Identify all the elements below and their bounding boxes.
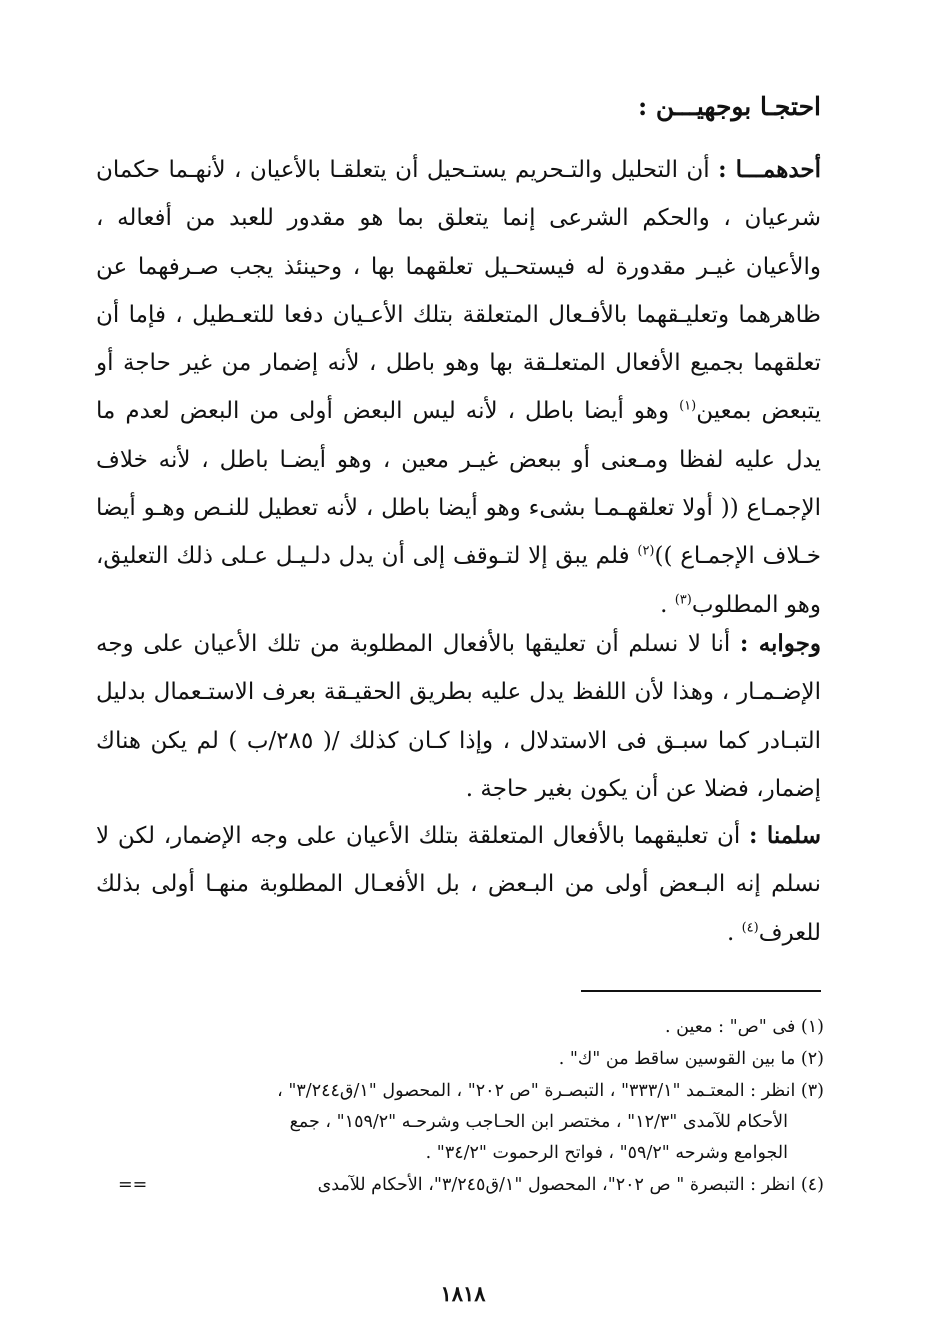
paragraph-end: . xyxy=(660,591,668,618)
paragraph-body: أنا لا نسلم أن تعليقها بالأفعال المطلوبة من تلك الأعيان على وجه الإضـمـار ، وهذا لأن اللفظ يدل عليه بطريق الحقيـقة بعرف الاستـعمال بدليل التبـادر كما سبـق فى الاستدلال ، وإذا كـان كذلك /( ٢٨٥/ب ) لم يكن هناك إضمار، فضلا عن أن يكون بغير حاجة . xyxy=(96,631,821,802)
paragraph-lead: وجوابه : xyxy=(739,630,822,657)
paragraph-concession xyxy=(96,812,821,957)
paragraph-body: فلم يبق إلا لتـوقف إلى أن يدل دلـيـل عـلى ذلك التعليق، وهو المطلوب xyxy=(96,543,821,618)
footnote-marker-3: (٣) xyxy=(674,592,692,608)
footnote-marker-2: (٢) xyxy=(637,543,655,559)
footnote-2: (٢) ما بين القوسين ساقط من "ك" . xyxy=(558,1049,824,1069)
footnote-marker-4: (٤) xyxy=(741,919,759,935)
footnotes xyxy=(118,1012,824,1202)
footnote-divider xyxy=(581,990,821,992)
paragraph-end: . xyxy=(726,919,735,946)
footnote-3-line-1: (٣) انظر : المعتـمد "٣٣٣/١" ، التبصـرة "ص ٢٠٢" ، المحصول "١/ق٣/٢٤٤" ، xyxy=(277,1081,824,1101)
paragraph-lead: أحدهمـــا : xyxy=(718,156,821,183)
page-number: ١٨١٨ xyxy=(440,1281,486,1306)
footnote-4 xyxy=(118,1170,824,1201)
continuation-mark: == xyxy=(118,1175,148,1195)
paragraph-answer xyxy=(96,620,821,813)
paragraph-text xyxy=(96,620,821,813)
paragraph-first-argument xyxy=(96,146,821,629)
paragraph-body: أن تعليقهما بالأفعال المتعلقة بتلك الأعيان على وجه الإضمار، لكن لا نسلم إنه البـعض أولى من البـعض ، بل الأفعـال المطلوبة منهـا أولى بذلك للعرف xyxy=(96,823,821,946)
section-heading: احتجـا بوجهيـــن : xyxy=(637,92,821,121)
paragraph-body: أن التحليل والتـحريم يستـحيل أن يتعلقـا بالأعيان ، لأنهـما حكمان شرعيان ، والحكم الشرعى إنما يتعلق بما هو مقدور للعبد من أفعاله ، والأعيان غيـر مقدورة له فيستحـيل تعلقهما بها ، وحينئذ يجب صـرفهما عن ظاهرهما وتعليـقهما بالأفـعال المتعلقة بتلك الأعـيان دفعا للتعـطيل ، فإما أن تعلقهما بجميع الأفعال المتعلـقة بها وهو باطل ، لأنه إضمار من غير حاجة أو يتبعض بمعين xyxy=(96,157,822,425)
paragraph-lead: سلمنا : xyxy=(748,822,821,849)
footnote-4-text: (٤) انظر : التبصرة " ص ٢٠٢"، المحصول "١/ق٣/٢٤٥"، الأحكام للآمدى xyxy=(317,1175,824,1195)
paragraph-text xyxy=(96,812,821,957)
footnote-1: (١) فى "ص" : معين . xyxy=(665,1017,824,1037)
footnote-marker-1: (١) xyxy=(679,398,697,414)
paragraph-text xyxy=(96,146,821,629)
footnote-3-line-3: الجوامع وشرحه "٥٩/٢" ، فواتح الرحموت "٣٤/٢" . xyxy=(425,1143,788,1163)
footnote-3-line-2: الأحكام للآمدى "١٢/٣" ، مختصر ابن الحـاجب وشرحـه "١٥٩/٢" ، جمع xyxy=(289,1112,788,1132)
footnote-3 xyxy=(118,1076,824,1169)
paragraph-body: وهو أيضا باطل ، لأنه ليس البعض أولى من البعض لعدم ما يدل عليه لفظا ومـعنى أو ببعض غيـر معين ، وهو أيضـا باطل ، لأنه خلاف الإجمـاع (( أولا تعلقهـمـا بشىء وهو أيضا باطل ، لأنه تعطيل للنـص وهـو أيضا خـلاف الإجمـاع )) xyxy=(96,398,822,570)
